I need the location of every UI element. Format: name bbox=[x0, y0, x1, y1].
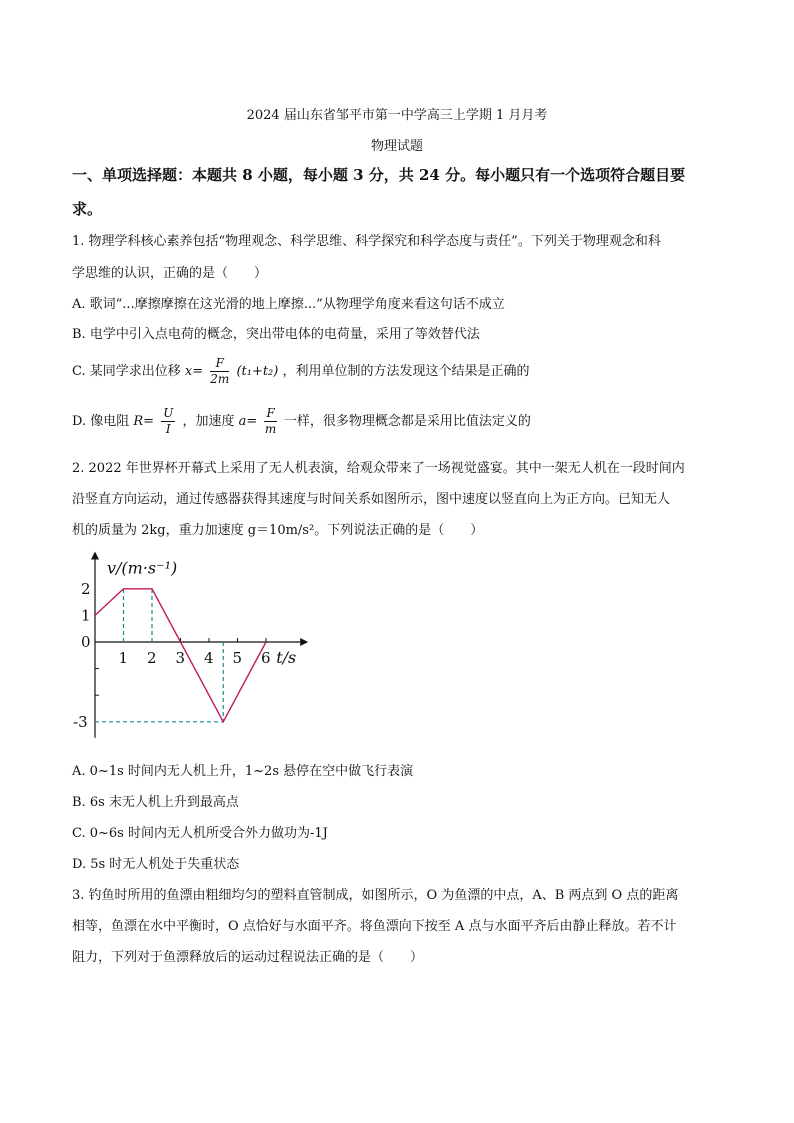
q2-option-a: A. 0~1s 时间内无人机上升，1~2s 悬停在空中做飞行表演 bbox=[72, 764, 414, 779]
q1-option-c-var-x: x bbox=[184, 364, 193, 379]
q2-stem-line3: 机的质量为 2kg，重力加速度 g＝10m/s²。下列说法正确的是（ ） bbox=[72, 523, 484, 538]
q1-option-d-denominator-1: I bbox=[165, 422, 171, 436]
q2-stem-line1: 2. 2022 年世界杯开幕式上采用了无人机表演，给观众带来了一场视觉盛宴。其中一架无人机在一段时间内 bbox=[72, 461, 685, 476]
q2-stem-line2: 沿竖直方向运动，通过传感器获得其速度与时间关系如图所示，图中速度以竖直向上为正方向。已知无人 bbox=[72, 492, 671, 507]
q1-option-d-var-a: a bbox=[238, 414, 247, 429]
q1-option-c-paren: (t₁+t₂) bbox=[236, 364, 279, 379]
x-tick-label: 3 bbox=[175, 649, 186, 667]
y-tick-label: 0 bbox=[81, 633, 91, 651]
x-tick-label: 1 bbox=[118, 649, 129, 667]
exam-title: 2024 届山东省邹平市第一中学高三上学期 1 月月考 bbox=[246, 108, 548, 123]
section-heading-line2: 求。 bbox=[72, 200, 103, 218]
q1-option-a: A. 歌词“...摩擦摩擦在这光滑的地上摩擦...”从物理学角度来看这句话不成立 bbox=[72, 297, 505, 312]
q1-option-d-denominator-2: m bbox=[264, 422, 277, 436]
x-tick-label: 5 bbox=[232, 649, 243, 667]
q3-stem-line2: 相等，鱼漂在水中平衡时，O 点恰好与水面平齐。将鱼漂向下按至 A 点与水面平齐后由静止释放。若不计 bbox=[72, 919, 677, 934]
y-tick-label: -3 bbox=[73, 712, 88, 731]
q1-option-c-denominator: 2m bbox=[210, 372, 230, 386]
exam-subject: 物理试题 bbox=[370, 139, 423, 154]
q1-option-d-var-r: R bbox=[133, 414, 144, 429]
y-tick-label: 2 bbox=[81, 579, 91, 598]
x-tick-label: 4 bbox=[204, 649, 214, 667]
x-tick-label: 6 bbox=[261, 649, 271, 667]
q1-option-d-middle: ，加速度 bbox=[182, 414, 235, 429]
q2-option-b: B. 6s 末无人机上升到最高点 bbox=[72, 795, 239, 810]
q1-option-d-prefix: D. 像电阻 bbox=[72, 414, 130, 429]
q1-option-c-suffix: ，利用单位制的方法发现这个结果是正确的 bbox=[282, 364, 530, 379]
q1-option-b: B. 电学中引入点电荷的概念，突出带电体的电荷量，采用了等效替代法 bbox=[72, 327, 480, 342]
q1-option-d-numerator-2: F bbox=[266, 406, 275, 420]
y-axis-label: v/(m·s⁻¹) bbox=[107, 558, 178, 578]
q1-option-c-prefix: C. 某同学求出位移 bbox=[72, 364, 181, 379]
q2-option-d: D. 5s 时无人机处于失重状态 bbox=[72, 857, 240, 872]
section-heading-line1: 一、单项选择题：本题共 8 小题，每小题 3 分，共 24 分。每小题只有一个选项符合题目要 bbox=[72, 166, 686, 184]
x-axis-label: t/s bbox=[276, 648, 297, 667]
q1-stem-line1: 1. 物理学科核心素养包括“物理观念、科学思维、科学探究和科学态度与责任”。下列关于物理观念和科 bbox=[72, 234, 661, 249]
q1-option-d-numerator-1: U bbox=[163, 406, 174, 420]
q1-option-d-suffix: 一样，很多物理概念都是采用比值法定义的 bbox=[283, 414, 531, 429]
q2-option-c: C. 0~6s 时间内无人机所受合外力做功为-1J bbox=[72, 826, 328, 841]
q3-stem-line1: 3. 钓鱼时所用的鱼漂由粗细均匀的塑料直管制成，如图所示，O 为鱼漂的中点，A、B 两点到 O 点的距离 bbox=[72, 888, 679, 903]
y-tick-label: 1 bbox=[81, 606, 91, 625]
q1-option-c-equals: = bbox=[192, 364, 204, 379]
q1-stem-line2: 学思维的认识，正确的是（ ） bbox=[72, 266, 268, 281]
x-axis-arrow-icon bbox=[300, 638, 308, 646]
q1-option-d-equals-1: = bbox=[143, 414, 155, 429]
q1-option-d-equals-2: = bbox=[246, 414, 258, 429]
x-tick-label: 2 bbox=[147, 649, 157, 667]
y-axis-arrow-icon bbox=[91, 552, 99, 560]
q1-option-c-numerator: F bbox=[210, 356, 229, 372]
q3-stem-line3: 阻力，下列对于鱼漂释放后的运动过程说法正确的是（ ） bbox=[72, 950, 424, 965]
